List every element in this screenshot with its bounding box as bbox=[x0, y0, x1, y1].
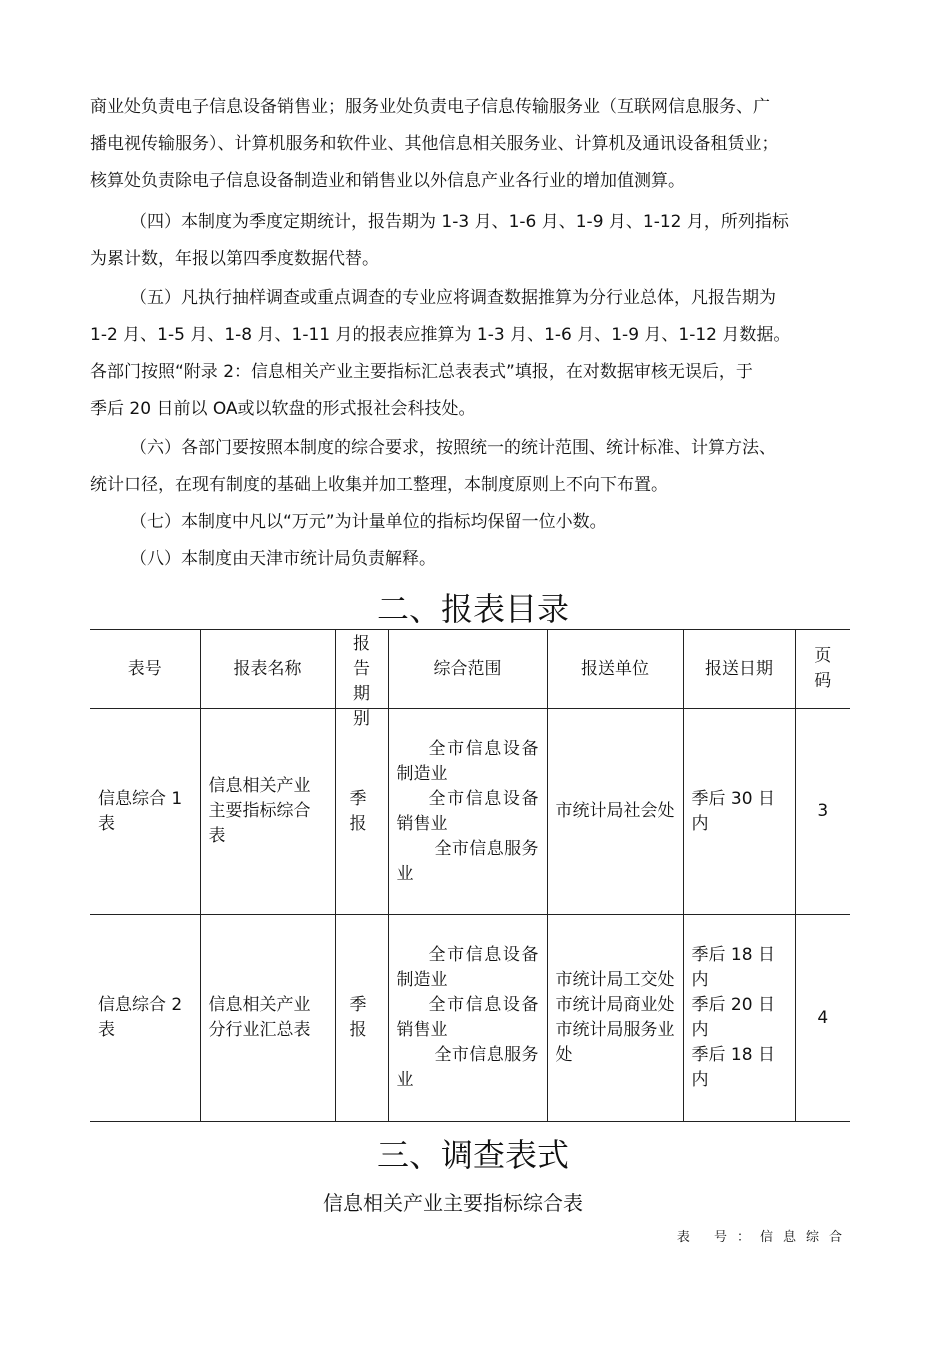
cell-page: 3 bbox=[795, 709, 850, 915]
form-title: 信息相关产业主要指标综合表 bbox=[323, 1191, 583, 1215]
text-line: 核算处负责除电子信息设备制造业和销售业以外信息产业各行业的增加值测算。 bbox=[90, 171, 685, 191]
text-line: 商业处负责电子信息设备销售业；服务业处负责电子信息传输服务业（互联网信息服务、广 bbox=[90, 97, 770, 117]
header-period-char: 期 bbox=[353, 684, 370, 704]
scope-item: 全市信息设备制造业 bbox=[396, 945, 539, 990]
header-unit: 报送单位 bbox=[547, 630, 683, 709]
cell-date bbox=[683, 915, 795, 1122]
cell-scope bbox=[388, 915, 547, 1122]
header-page-char: 页 bbox=[814, 646, 832, 666]
date-item: 季后 20 日内 bbox=[691, 995, 775, 1040]
text-line: 各部门按照“附录 2：信息相关产业主要指标汇总表表式”填报，在对数据审核无误后，于 bbox=[90, 362, 753, 382]
unit-item: 市统计局商业处 bbox=[555, 995, 675, 1015]
cell-scope bbox=[388, 709, 547, 915]
text-line: （六）各部门要按照本制度的综合要求，按照统一的统计范围、统计标准、计算方法、 bbox=[130, 438, 776, 458]
header-period-char: 告 bbox=[353, 659, 370, 679]
cell-unit bbox=[547, 709, 683, 915]
table-row bbox=[90, 709, 850, 915]
date-item: 季后 30 日内 bbox=[691, 788, 775, 834]
text-line: 统计口径，在现有制度的基础上收集并加工整理，本制度原则上不向下布置。 bbox=[90, 475, 668, 495]
table-row bbox=[90, 915, 850, 1122]
header-date: 报送日期 bbox=[683, 630, 795, 709]
section-heading-survey: 三、调查表式 bbox=[376, 1136, 569, 1174]
text-line: 为累计数，年报以第四季度数据代替。 bbox=[90, 249, 379, 269]
unit-item: 市统计局工交处 bbox=[555, 970, 675, 990]
report-catalog-table bbox=[90, 629, 850, 1122]
paragraph-1 bbox=[90, 89, 860, 200]
cell-period: 季报 bbox=[335, 915, 388, 1122]
cell-date bbox=[683, 709, 795, 915]
scope-item: 全市信息服务业 bbox=[396, 1045, 539, 1090]
text-line: 季后 20 日前以 OA或以软盘的形式报社会科技处。 bbox=[90, 399, 476, 419]
cell-page: 4 bbox=[795, 915, 850, 1122]
text-line: （七）本制度中凡以“万元”为计量单位的指标均保留一位小数。 bbox=[130, 512, 607, 532]
unit-item: 市统计局服务业处 bbox=[555, 1020, 675, 1065]
paragraph-4 bbox=[90, 204, 860, 278]
section-heading-catalog: 二、报表目录 bbox=[376, 590, 569, 628]
paragraph-8 bbox=[90, 541, 860, 578]
text-line: （五）凡执行抽样调查或重点调查的专业应将调查数据推算为分行业总体，凡报告期为 bbox=[130, 288, 776, 308]
paragraph-7 bbox=[90, 504, 860, 541]
header-page bbox=[795, 630, 850, 709]
scope-item: 全市信息设备制造业 bbox=[396, 738, 539, 784]
header-period bbox=[335, 630, 388, 729]
unit-item: 市统计局社会处 bbox=[555, 801, 675, 821]
text-line: 1-2 月、1-5 月、1-8 月、1-11 月的报表应推算为 1-3 月、1-6 月、1-9 月、1-12 月数据。 bbox=[90, 325, 791, 345]
cell-table-no: 信息综合 1 表 bbox=[90, 709, 200, 915]
text-line: （四）本制度为季度定期统计，报告期为 1-3 月、1-6 月、1-9 月、1-12 月，所列指标 bbox=[130, 212, 789, 232]
cell-report-name: 信息相关产业分行业汇总表 bbox=[200, 915, 335, 1122]
cell-unit bbox=[547, 915, 683, 1122]
header-page-char: 码 bbox=[814, 671, 832, 691]
scope-item: 全市信息设备销售业 bbox=[396, 995, 539, 1040]
header-period-char: 报 bbox=[353, 634, 370, 654]
cell-table-no: 信息综合 2 表 bbox=[90, 915, 200, 1122]
text-line: 播电视传输服务）、计算机服务和软件业、其他信息相关服务业、计算机及通讯设备租赁业； bbox=[90, 134, 779, 154]
paragraph-6 bbox=[90, 430, 860, 504]
table-header-row bbox=[90, 630, 850, 709]
scope-item: 全市信息服务业 bbox=[396, 838, 539, 884]
header-report-name: 报表名称 bbox=[200, 630, 335, 709]
header-table-no: 表号 bbox=[90, 630, 200, 709]
form-number: 表 号：信息综合 bbox=[676, 1230, 852, 1245]
header-scope: 综合范围 bbox=[388, 630, 547, 709]
date-item: 季后 18 日内 bbox=[691, 1045, 775, 1090]
cell-report-name: 信息相关产业主要指标综合表 bbox=[200, 709, 335, 915]
date-item: 季后 18 日内 bbox=[691, 945, 775, 990]
text-line: （八）本制度由天津市统计局负责解释。 bbox=[130, 549, 436, 569]
paragraph-5 bbox=[90, 280, 860, 428]
cell-period: 季报 bbox=[335, 709, 388, 915]
header-period-char: 别 bbox=[353, 709, 370, 729]
scope-item: 全市信息设备销售业 bbox=[396, 788, 539, 834]
